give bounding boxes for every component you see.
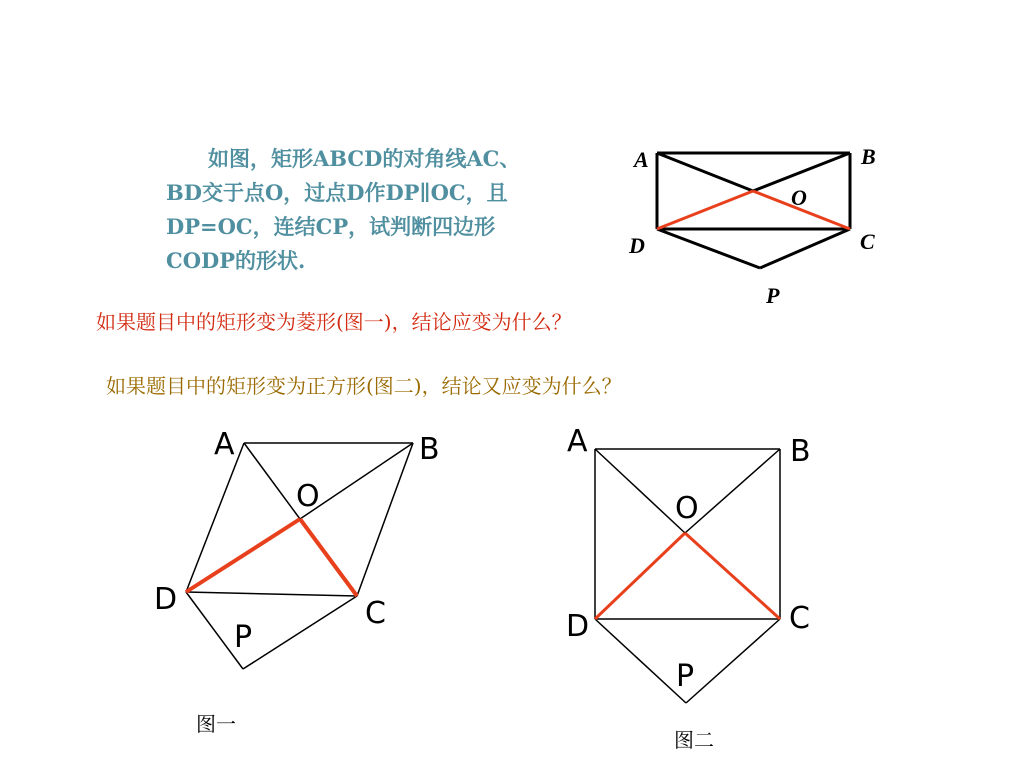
diagonal-bo bbox=[685, 449, 780, 533]
label-one-c: C bbox=[365, 596, 386, 631]
caption-figure-one: 图一 bbox=[196, 712, 236, 736]
question-rhombus: 如果题目中的矩形变为菱形(图一)，结论应变为什么？ bbox=[96, 310, 572, 334]
label-top-c: C bbox=[860, 229, 875, 254]
label-two-b: B bbox=[790, 434, 811, 469]
problem-line-3: DP=OC，连结CP，试判断四边形 bbox=[166, 214, 496, 239]
label-one-b: B bbox=[419, 432, 440, 467]
label-two-d: D bbox=[566, 609, 590, 644]
label-top-o: O bbox=[791, 185, 807, 210]
problem-line-1: 如图，矩形ABCD的对角线AC、 bbox=[208, 146, 521, 171]
diagonal-ao bbox=[244, 443, 300, 519]
segment-dp bbox=[657, 229, 760, 268]
caption-figure-two: 图二 bbox=[674, 728, 714, 752]
label-two-o: O bbox=[675, 491, 699, 526]
label-one-d: D bbox=[154, 582, 178, 617]
figure-rhombus bbox=[186, 443, 413, 669]
label-top-a: A bbox=[634, 147, 649, 172]
diagonal-ao bbox=[595, 449, 685, 533]
segment-cp bbox=[760, 229, 850, 268]
segment-od bbox=[186, 519, 300, 592]
problem-line-4: CODP的形状. bbox=[166, 248, 306, 273]
label-one-a: A bbox=[214, 427, 235, 462]
label-two-c: C bbox=[789, 601, 810, 636]
segment-od bbox=[595, 533, 685, 619]
segment-cp bbox=[686, 619, 780, 703]
label-two-a: A bbox=[567, 424, 588, 459]
problem-line-2: BD交于点O，过点D作DP∥OC，且 bbox=[166, 180, 508, 205]
label-one-p: P bbox=[234, 620, 253, 655]
edge-bc bbox=[357, 443, 413, 596]
segment-od bbox=[657, 191, 753, 229]
segment-oc bbox=[685, 533, 780, 619]
label-one-o: O bbox=[296, 479, 320, 514]
edge-cd bbox=[186, 592, 357, 596]
segment-cp bbox=[243, 596, 357, 669]
label-top-d: D bbox=[629, 233, 645, 258]
diagonal-ao bbox=[657, 153, 753, 191]
segment-oc bbox=[300, 519, 357, 596]
label-top-p: P bbox=[766, 283, 780, 308]
question-square: 如果题目中的矩形变为正方形(图二)，结论又应变为什么？ bbox=[106, 374, 622, 398]
segment-dp bbox=[595, 619, 686, 703]
figure-rectangle bbox=[657, 153, 850, 268]
edge-da bbox=[186, 443, 244, 592]
label-two-p: P bbox=[676, 659, 695, 694]
label-top-b: B bbox=[861, 144, 876, 169]
